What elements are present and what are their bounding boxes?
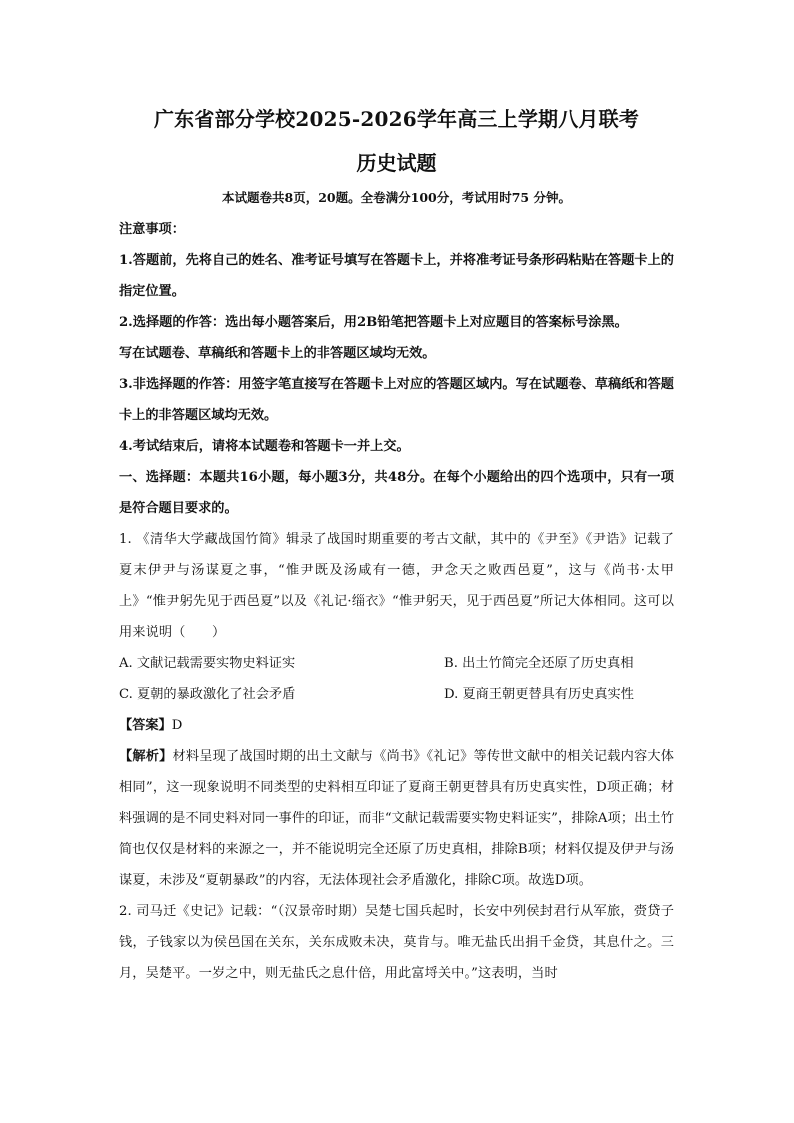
question-2-stem: 2. 司马迁《史记》记载：“（汉景帝时期）吴楚七国兵起时，长安中列侯封君行从军旅，赍贷子钱，子钱家以为侯邑国在关东，关东成败未决，莫肯与。唯无盐氏出捐千金贷，其息什之。三月，吴楚平。一岁之中，则无盐氏之息什倍，用此富埒关中。”这表明，当时 xyxy=(119,904,674,981)
question-1-stem: 1. 《清华大学藏战国竹简》辑录了战国时期重要的考古文献，其中的《尹至》《尹诰》记载了夏末伊尹与汤谋夏之事，“惟尹既及汤咸有一德，尹念天之败西邑夏”，这与《尚书·太甲上》“惟尹躬先见于西邑夏”以及《礼记·缁衣》“惟尹躬天，见于西邑夏”所记大体相同。这可以用来说明（ ） xyxy=(119,532,674,640)
notice-item-3: 3.非选择题的作答：用签字笔直接写在答题卡上对应的答题区域内。写在试题卷、草稿纸和答题卡上的非答题区域均无效。 xyxy=(119,377,674,423)
option-b: B. 出土竹简完全还原了历史真相 xyxy=(444,656,634,671)
option-a: A. 文献记载需要实物史料证实 xyxy=(119,656,296,671)
notice-heading: 注意事项： xyxy=(119,222,185,237)
notice-item-2: 2.选择题的作答：选出每小题答案后，用2B铅笔把答题卡上对应题目的答案标号涂黑。 xyxy=(119,315,628,330)
notice-item-4: 4.考试结束后，请将本试题卷和答题卡一并上交。 xyxy=(119,439,410,454)
exam-info: 本试题卷共8页，20题。全卷满分100分，考试用时75 分钟。 xyxy=(222,190,571,205)
answer-label: 【答案】 xyxy=(119,718,172,733)
analysis-text: 材料呈现了战国时期的出土文献与《尚书》《礼记》等传世文献中的相关记载内容大体相同”，这一现象说明不同类型的史料相互印证了夏商王朝更替具有历史真实性，D项正确；材料强调的是不同史料对同一事件的印证，而非“文献记载需要实物史料证实”，排除A项；出土竹简也仅仅是材料的来源之一，并不能说明完全还原了历史真相，排除B项；材料仅提及伊尹与汤谋夏，未涉及“夏朝暴政”的内容，无法体现社会矛盾激化，排除C项。故选D项。 xyxy=(119,749,674,888)
option-d: D. 夏商王朝更替具有历史真实性 xyxy=(444,687,634,702)
question-1-answer xyxy=(119,710,674,741)
exam-subject: 历史试题 xyxy=(356,151,437,175)
answer-value: D xyxy=(171,718,183,733)
analysis-label: 【解析】 xyxy=(119,749,173,764)
question-1-options xyxy=(119,648,674,710)
exam-title: 广东省部分学校2025-2026学年高三上学期八月联考 xyxy=(153,107,640,131)
section-heading: 一、选择题：本题共16小题，每小题3分，共48分。在每个小题给出的四个选项中，只有一项是符合题目要求的。 xyxy=(119,470,674,516)
notice-item-1: 1.答题前，先将自己的姓名、准考证号填写在答题卡上，并将准考证号条形码粘贴在答题卡上的指定位置。 xyxy=(119,253,674,299)
option-c: C. 夏朝的暴政激化了社会矛盾 xyxy=(119,687,296,702)
notice-item-2-cont: 写在试题卷、草稿纸和答题卡上的非答题区域均无效。 xyxy=(119,346,436,361)
question-1-analysis xyxy=(119,741,674,896)
